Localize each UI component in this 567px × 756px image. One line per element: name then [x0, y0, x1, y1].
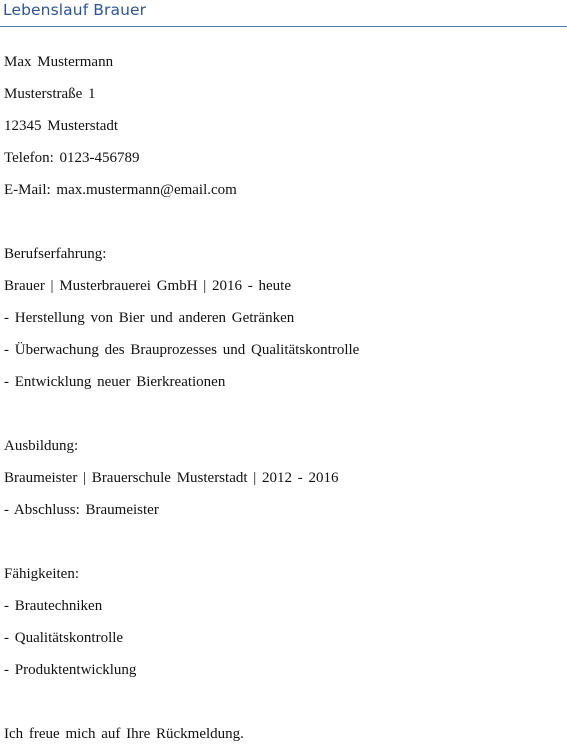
skills-item: - Qualitätskontrolle — [4, 630, 124, 646]
contact-block — [4, 52, 564, 212]
section-spacer — [4, 532, 564, 564]
experience-item: - Überwachung des Brauprozesses und Qualitätskontrolle — [4, 342, 360, 358]
contact-email: E-Mail: max.mustermann@email.com — [4, 182, 237, 198]
skills-section — [4, 564, 564, 692]
skills-item: - Produktentwicklung — [4, 662, 137, 678]
contact-name: Max Mustermann — [4, 54, 114, 70]
document-title: Lebenslauf Brauer — [3, 1, 147, 19]
contact-street: Musterstraße 1 — [4, 86, 96, 102]
contact-phone: Telefon: 0123-456789 — [4, 150, 140, 166]
title-underline-rule — [0, 26, 567, 27]
skills-item: - Brautechniken — [4, 598, 103, 614]
contact-city: 12345 Musterstadt — [4, 118, 119, 134]
education-section — [4, 436, 564, 532]
experience-position: Brauer | Musterbrauerei GmbH | 2016 - heute — [4, 278, 292, 294]
experience-item: - Herstellung von Bier und anderen Getränken — [4, 310, 295, 326]
experience-heading: Berufserfahrung: — [4, 246, 107, 262]
experience-section — [4, 244, 564, 404]
document-body — [4, 52, 564, 756]
education-heading: Ausbildung: — [4, 438, 79, 454]
closing-sentence: Ich freue mich auf Ihre Rückmeldung. — [4, 726, 244, 742]
section-spacer — [4, 692, 564, 724]
section-spacer — [4, 404, 564, 436]
education-entry: Braumeister | Brauerschule Musterstadt | 2012 - 2016 — [4, 470, 339, 486]
document-header — [0, 0, 567, 28]
education-item: - Abschluss: Braumeister — [4, 502, 159, 518]
experience-item: - Entwicklung neuer Bierkreationen — [4, 374, 226, 390]
section-spacer — [4, 212, 564, 244]
skills-heading: Fähigkeiten: — [4, 566, 79, 582]
